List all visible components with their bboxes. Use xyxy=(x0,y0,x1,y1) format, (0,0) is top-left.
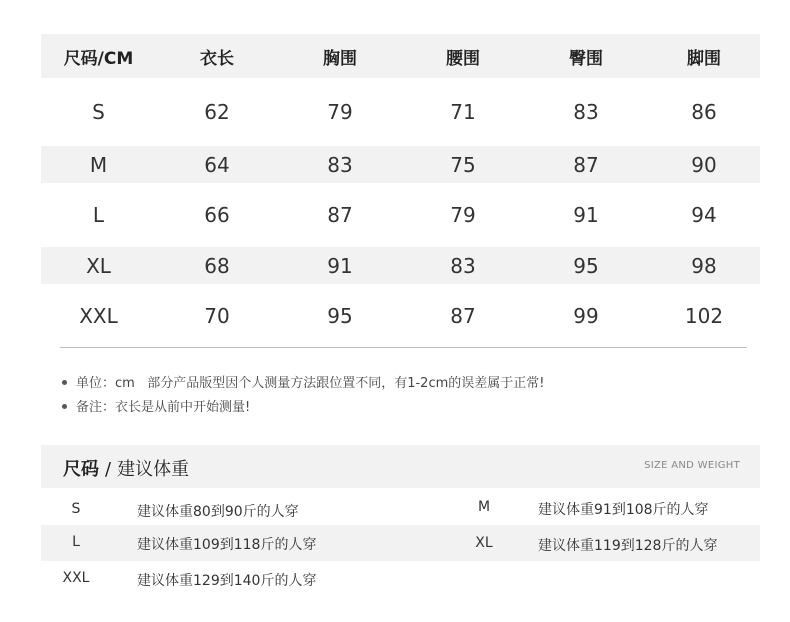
table-cell: 87 xyxy=(450,304,476,328)
bullet-icon xyxy=(62,404,67,409)
table-cell: 91 xyxy=(573,203,599,227)
weight-row xyxy=(41,492,760,528)
size-table xyxy=(41,34,760,348)
table-cell: 83 xyxy=(573,100,599,124)
table-cell: 86 xyxy=(691,100,717,124)
table-cell: 87 xyxy=(327,203,353,227)
table-cell: 64 xyxy=(204,152,230,177)
header-hem: 脚围 xyxy=(687,48,721,69)
table-cell: 94 xyxy=(691,203,717,227)
weight-size: S xyxy=(71,501,81,517)
weight-section-header xyxy=(41,445,760,488)
table-header-row xyxy=(41,34,760,78)
note-unit xyxy=(62,372,544,396)
weight-size: XL xyxy=(475,535,493,551)
table-cell: 102 xyxy=(684,304,724,328)
notes xyxy=(62,372,544,420)
table-row xyxy=(41,146,760,183)
table-cell: 79 xyxy=(327,100,353,124)
table-cell: 70 xyxy=(204,304,230,328)
note-remark xyxy=(62,396,544,420)
weight-desc: 建议体重129到140斤的人穿 xyxy=(137,573,317,589)
table-row xyxy=(41,284,760,348)
table-cell: 91 xyxy=(327,253,353,278)
table-cell: 87 xyxy=(573,152,599,177)
title-bold: 尺码 xyxy=(63,459,99,480)
table-cell: 83 xyxy=(327,152,353,177)
table-cell: 75 xyxy=(450,152,476,177)
table-cell: XL xyxy=(86,253,111,278)
header-waist: 腰围 xyxy=(446,48,480,69)
table-divider xyxy=(60,347,747,348)
table-cell: XXL xyxy=(79,304,118,328)
note-text: 单位：cm 部分产品版型因个人测量方法跟位置不同，有1-2cm的误差属于正常! xyxy=(76,376,545,391)
header-length: 衣长 xyxy=(200,48,234,69)
table-row xyxy=(41,183,760,247)
table-cell: 71 xyxy=(450,100,476,124)
weight-section-subtitle: SIZE AND WEIGHT xyxy=(644,460,740,471)
table-cell: L xyxy=(92,203,105,227)
weight-row xyxy=(41,561,760,597)
header-chest: 胸围 xyxy=(323,48,357,69)
table-cell: 62 xyxy=(204,100,230,124)
weight-desc: 建议体重91到108斤的人穿 xyxy=(538,502,709,518)
title-slash: / xyxy=(105,459,112,480)
bullet-icon xyxy=(62,380,67,385)
weight-size: L xyxy=(72,534,80,550)
table-cell: 90 xyxy=(691,152,717,177)
table-cell: 99 xyxy=(573,304,599,328)
weight-row xyxy=(41,525,760,561)
table-cell: 68 xyxy=(204,253,230,278)
table-cell: 79 xyxy=(450,203,476,227)
weight-desc: 建议体重119到128斤的人穿 xyxy=(538,538,718,554)
header-hip: 臀围 xyxy=(569,48,603,69)
weight-desc: 建议体重80到90斤的人穿 xyxy=(137,504,299,520)
table-cell: 98 xyxy=(691,253,717,278)
weight-size: XXL xyxy=(62,570,90,586)
title-rest: 建议体重 xyxy=(117,459,190,480)
note-text: 备注：衣长是从前中开始测量! xyxy=(76,400,251,415)
weight-section-title xyxy=(63,455,189,481)
table-cell: 83 xyxy=(450,253,476,278)
table-row xyxy=(41,247,760,284)
table-cell: 95 xyxy=(573,253,599,278)
header-size: 尺码/CM xyxy=(63,48,134,69)
weight-size: M xyxy=(477,499,491,515)
weight-desc: 建议体重109到118斤的人穿 xyxy=(137,537,317,553)
table-row xyxy=(41,78,760,146)
table-cell: 66 xyxy=(204,203,230,227)
table-cell: M xyxy=(89,152,108,177)
table-cell: S xyxy=(92,100,105,124)
table-cell: 95 xyxy=(327,304,353,328)
